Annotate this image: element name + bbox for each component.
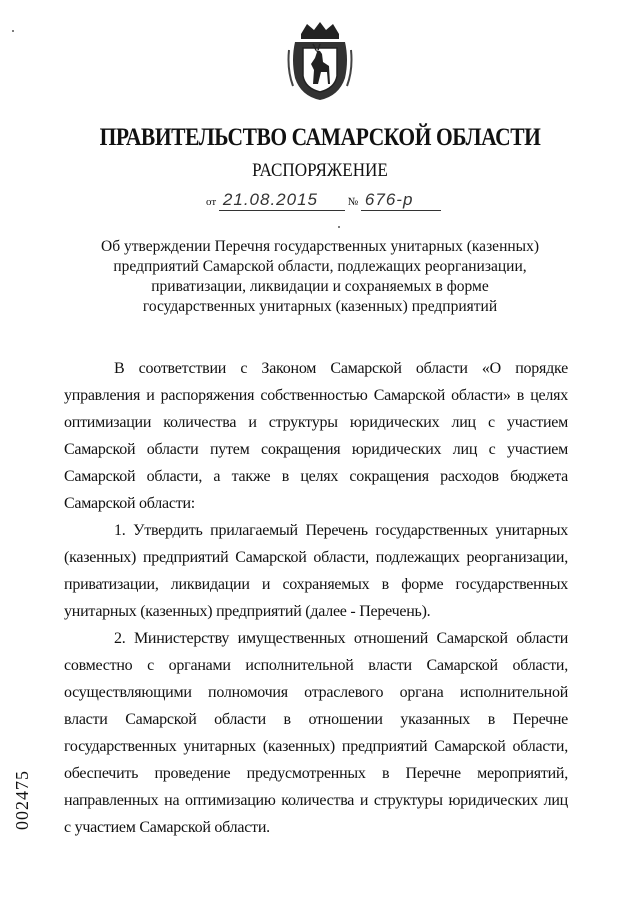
paragraph-line: с участием Самарской области. [64, 819, 270, 836]
government-title: ПРАВИТЕЛЬСТВО САМАРСКОЙ ОБЛАСТИ [99, 124, 541, 151]
paragraph-line: 1. Утвердить прилагаемый Перечень государственных унитарных [114, 522, 568, 539]
paragraph-line: Самарской области путем сокращения юридических лиц с участием [64, 441, 568, 458]
paragraph-line: Самарской области, а также в целях сокращения расходов бюджета [64, 468, 568, 485]
scan-speck [12, 30, 14, 32]
paragraph-line: совместно с органами исполнительной власти Самарской области, [64, 657, 568, 674]
paragraph-line: управления и распоряжения собственностью Самарской области» в целях [64, 387, 568, 404]
paragraph-line: приватизации, ликвидации и сохраняемых в форме государственных [64, 576, 568, 593]
scan-speck [338, 226, 340, 228]
paragraph-line: обеспечить проведение предусмотренных в Перечне мероприятий, [64, 765, 568, 782]
paragraph-line: Самарской области: [64, 495, 195, 512]
subject-line: государственных унитарных (казенных) предприятий [142, 298, 498, 315]
date-prefix: от [206, 196, 217, 208]
subject-line: приватизации, ликвидации и сохраняемых в форме [151, 278, 489, 295]
subject-line: Об утверждении Перечня государственных унитарных (казенных) [101, 238, 539, 255]
number-prefix: № [347, 196, 359, 208]
side-stamp-number: 002475 [12, 770, 32, 830]
paragraph-line: направленных на оптимизацию количества и структуры юридических лиц [64, 792, 568, 809]
paragraph-line: 2. Министерству имущественных отношений Самарской области [114, 630, 568, 647]
handwritten-date: 21.08.2015 [219, 190, 345, 211]
document-subject [80, 237, 560, 317]
paragraph-line: осуществляющими полномочия отраслевого органа исполнительной [64, 684, 568, 701]
paragraph-line: государственных унитарных (казенных) предприятий Самарской области, [64, 738, 568, 755]
date-number-line [206, 190, 441, 211]
paragraph-line: оптимизации количества и структуры юридических лиц с участием [64, 414, 568, 431]
coat-of-arms-emblem [287, 20, 353, 102]
paragraph-line: власти Самарской области в отношении указанных в Перечне [64, 711, 568, 728]
subject-line: предприятий Самарской области, подлежащих реорганизации, [113, 258, 527, 275]
document-body [64, 355, 568, 841]
document-type: РАСПОРЯЖЕНИЕ [252, 160, 388, 181]
paragraph-line: В соответствии с Законом Самарской области «О порядке [114, 360, 568, 377]
paragraph-line: (казенных) предприятий Самарской области, подлежащих реорганизации, [64, 549, 568, 566]
paragraph-line: унитарных (казенных) предприятий (далее - Перечень). [64, 603, 431, 620]
handwritten-number: 676-р [361, 190, 441, 211]
